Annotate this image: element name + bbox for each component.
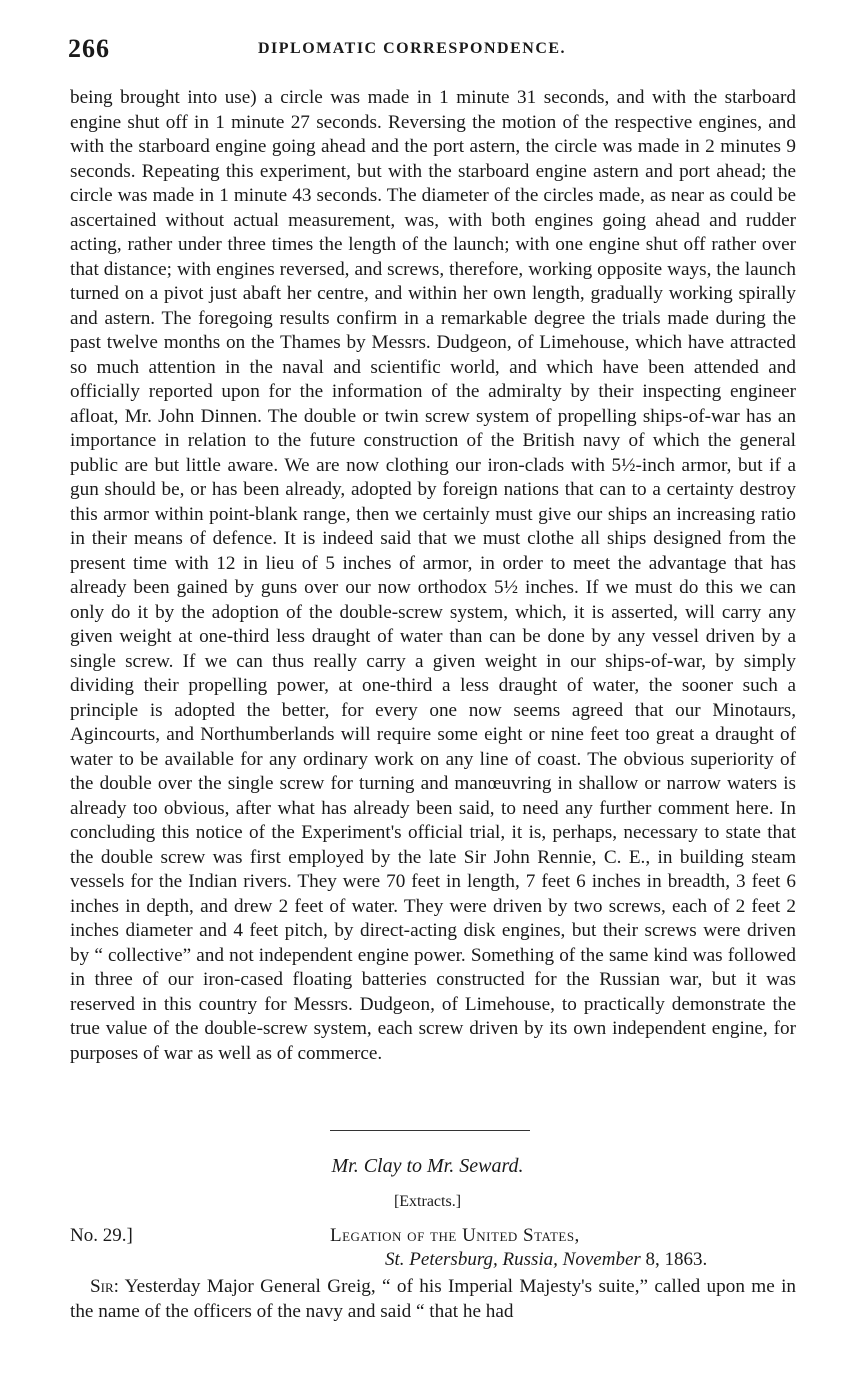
letter-opening [70, 1275, 796, 1324]
extracts-label: [Extracts.] [393, 1193, 462, 1210]
place-text: St. Petersburg, Russia, November [385, 1249, 641, 1270]
body-text [70, 86, 796, 1066]
salutation: Sir: [90, 1276, 120, 1297]
page-header [68, 34, 798, 68]
opening-text: Yesterday Major General Greig, “ of his Imperial Majesty's suite,” called upon me in the name of the officers of the navy and said “ that he had [70, 1276, 796, 1322]
body-paragraph: being brought into use) a circle was made in 1 minute 31 seconds, and with the starboard engine shut off in 1 minute 27 seconds. Reversing the motion of the respective engines, and with the starboard engine going ahead and the port astern, the circle was made in 2 minutes 9 seconds. Repeating this experiment, but with the starboard engine astern and port ahead; the circle was made in 1 minute 43 seconds. The diameter of the circles made, as near as could be ascertained without actual measurement, was, with both engines going ahead and rudder acting, rather under three times the length of the launch; with one engine shut off rather over that distance; with engines reversed, and screws, therefore, working opposite ways, the launch turned on a pivot just abaft her centre, and within her own length, gradually working spirally and astern. The foregoing results confirm in a remarkable degree the trials made during the past twelve months on the Thames by Messrs. Dudgeon, of Limehouse, which have attracted so much attention in the naval and scientific world, and which have been attended and officially reported upon for the information of the admiralty by their inspecting engineer afloat, Mr. John Dinnen. The double or twin screw system of propelling ships-of-war has an importance in relation to the future construction of the British navy of which the general public are but little aware. We are now clothing our iron-clads with 5½-inch armor, but if a gun should be, or has been already, adopted by foreign nations that can to a certainty destroy this armor within point-blank range, then we certainly must give our ships an increasing ratio in their means of defence. It is indeed said that we must clothe all ships designed from the present time with 12 in lieu of 5 inches of armor, in order to meet the advantage that has already been gained by guns over our now orthodox 5½ inches. If we must do this we can only do it by the adoption of the double-screw system, which, it is asserted, will carry any given weight at one-third less draught of water than can be done by any vessel driven by a single screw. If we can thus really carry a given weight in our ships-of-war, by simply dividing their propelling power, at one-third a less draught of water, the sooner such a principle is adopted the better, for every one now seems agreed that our Minotaurs, Agincourts, and Northumberlands will require some eight or nine feet too great a draught of water to be available for any ordinary work on any line of coast. The obvious superiority of the double over the single screw for turning and manœuvring in shallow or narrow waters is already too obvious, after what has already been said, to need any further comment here. In concluding this notice of the Experiment's official trial, it is, perhaps, necessary to state that the double screw was first employed by the late Sir John Rennie, C. E., in building steam vessels for the Indian rivers. They were 70 feet in length, 7 feet 6 inches in breadth, 3 feet 6 inches in depth, and drew 2 feet of water. They were driven by two screws, each of 2 feet 2 inches diameter and 4 feet pitch, by direct-acting disk engines, but their screws were driven by “ collective” and not independent engine power. Something of the same kind was followed in three of our iron-cased floating batteries constructed for the Russian war, but it was reserved in this country for Messrs. Dudgeon, of Limehouse, to practically demonstrate the true value of the double-screw system, each screw driven by its own independent engine, for purposes of war as well as of commerce. [70, 87, 796, 1064]
legation-line: Legation of the United States, [330, 1225, 580, 1246]
document-number: No. 29.] [70, 1225, 133, 1246]
running-title: DIPLOMATIC CORRESPONDENCE. [258, 40, 567, 57]
letter-heading: Mr. Clay to Mr. Seward. [331, 1155, 524, 1177]
opening-paragraph [70, 1275, 796, 1324]
date-text: 8, 1863. [645, 1249, 708, 1270]
section-divider [330, 1130, 530, 1131]
page-number: 266 [68, 34, 110, 63]
place-date-line [385, 1249, 707, 1271]
